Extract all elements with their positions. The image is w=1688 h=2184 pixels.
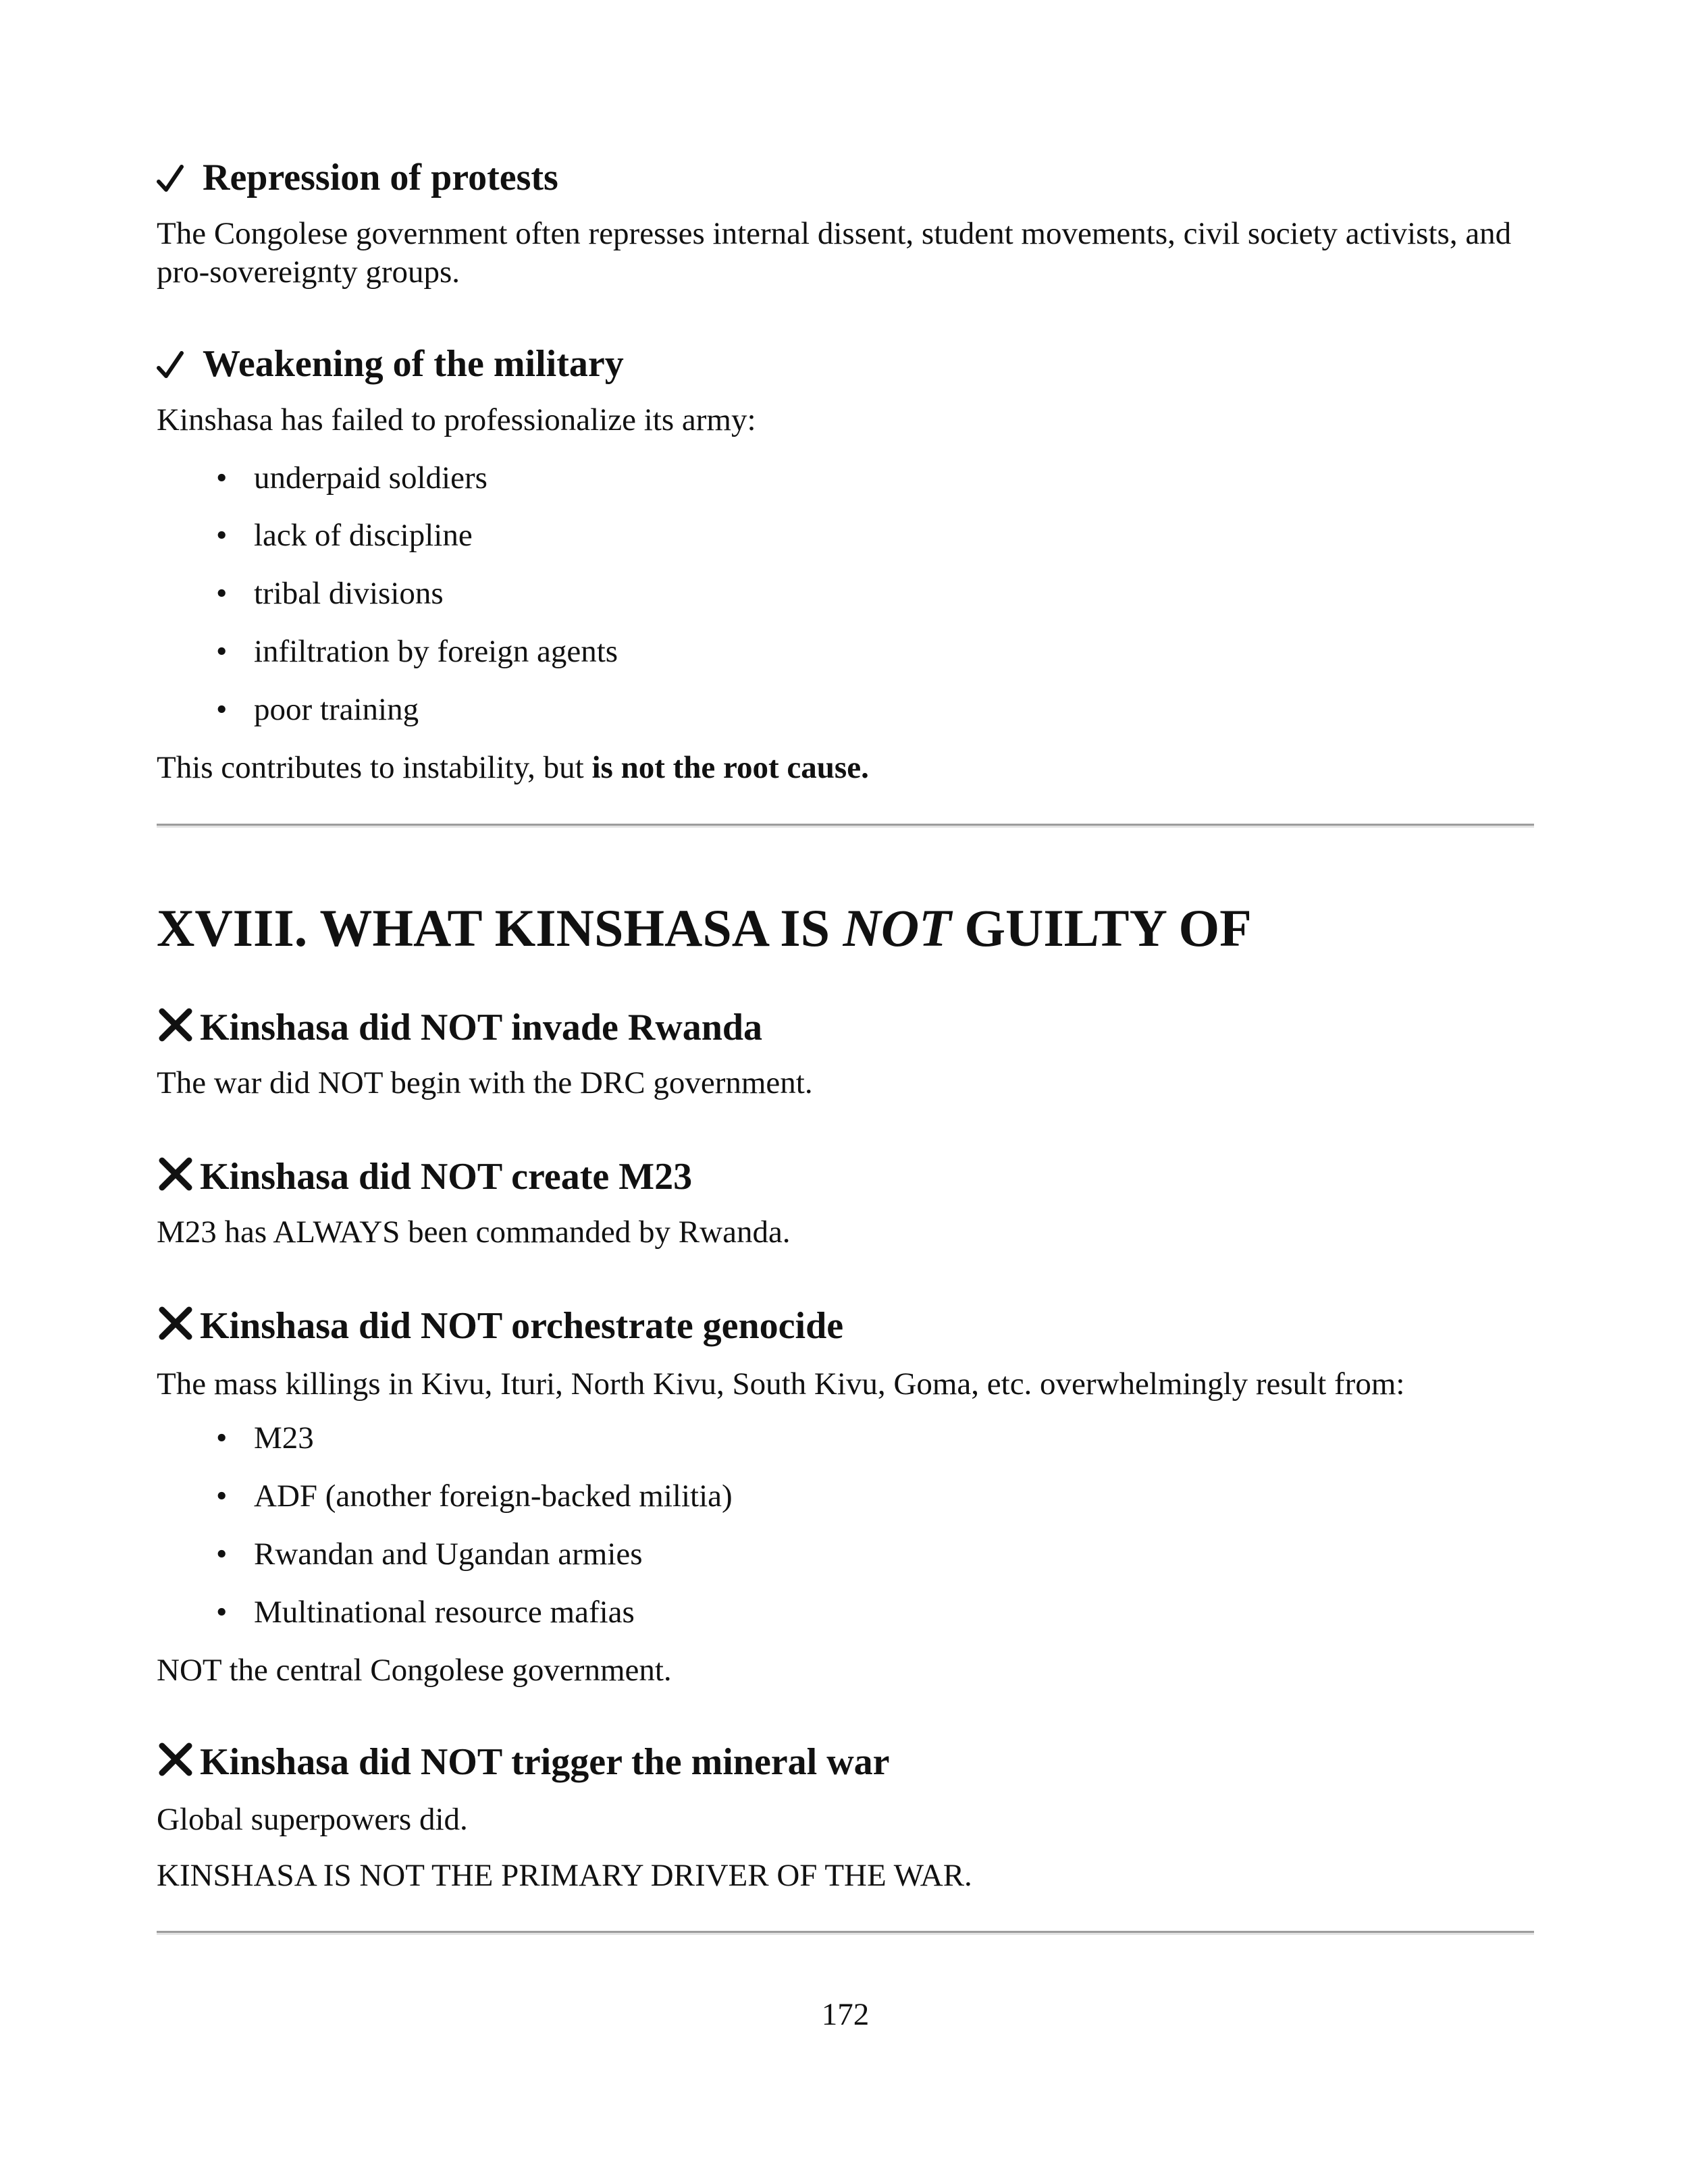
- list-item: • Multinational resource mafias: [216, 1593, 635, 1632]
- section-heading-text: Weakening of the military: [203, 343, 624, 385]
- bullet-icon: •: [216, 1595, 228, 1630]
- list-item: • ADF (another foreign-backed militia): [216, 1477, 733, 1516]
- claim-body-mineral-war: Global superpowers did.: [157, 1802, 468, 1837]
- bullet-icon: •: [216, 576, 228, 611]
- section-body-repression: The Congolese government often represses internal dissent, student movements, civil society activists, and pro-sovereignty groups.: [157, 216, 1512, 290]
- section-intro-military: Kinshasa has failed to professionalize its army:: [157, 402, 756, 437]
- x-mark-icon: [157, 1006, 194, 1044]
- bullet-icon: •: [216, 1420, 228, 1456]
- claim-closing-mineral-war: KINSHASA IS NOT THE PRIMARY DRIVER OF THE WAR.: [157, 1858, 972, 1893]
- check-mark-icon: [157, 350, 184, 380]
- bullet-icon: •: [216, 634, 228, 669]
- list-item: • infiltration by foreign agents: [216, 633, 618, 671]
- horizontal-rule: [157, 824, 1534, 828]
- claim-heading-genocide: Kinshasa did NOT orchestrate genocide: [157, 1304, 843, 1348]
- claim-heading-mineral-war: Kinshasa did NOT trigger the mineral war: [157, 1740, 890, 1784]
- emphasis-text: is not the root cause.: [591, 750, 869, 785]
- list-item: • M23: [216, 1419, 314, 1458]
- x-mark-icon: [157, 1155, 194, 1193]
- claim-body-m23: M23 has ALWAYS been commanded by Rwanda.: [157, 1215, 791, 1250]
- check-mark-icon: [157, 164, 184, 194]
- document-page: [157, 0, 1534, 2184]
- list-item: • lack of discipline: [216, 516, 473, 555]
- horizontal-rule: [157, 1931, 1534, 1935]
- bullet-icon: •: [216, 1537, 228, 1572]
- list-item: • tribal divisions: [216, 575, 444, 613]
- bullet-icon: •: [216, 460, 228, 496]
- bullet-icon: •: [216, 692, 228, 727]
- claim-body-invade: The war did NOT begin with the DRC government.: [157, 1065, 813, 1100]
- bullet-icon: •: [216, 1479, 228, 1514]
- section-heading-repression: [157, 156, 558, 199]
- list-item: • underpaid soldiers: [216, 459, 487, 498]
- section-closing-military: This contributes to instability, but is not the root cause.: [157, 750, 869, 785]
- section-heading-text: Repression of protests: [203, 157, 558, 198]
- claim-closing-genocide: NOT the central Congolese government.: [157, 1653, 672, 1688]
- claim-body-genocide: The mass killings in Kivu, Ituri, North Kivu, South Kivu, Goma, etc. overwhelmingly result from:: [157, 1366, 1405, 1402]
- chapter-title: XVIII. WHAT KINSHASA IS NOT GUILTY OF: [157, 899, 1252, 957]
- section-heading-military: [157, 342, 624, 385]
- list-item: • Rwandan and Ugandan armies: [216, 1535, 643, 1574]
- list-item: • poor training: [216, 691, 419, 729]
- bullet-icon: •: [216, 518, 228, 553]
- page-number: 172: [821, 1997, 870, 2032]
- x-mark-icon: [157, 1304, 194, 1342]
- x-mark-icon: [157, 1740, 194, 1778]
- claim-heading-invade: Kinshasa did NOT invade Rwanda: [157, 1006, 762, 1049]
- claim-heading-m23: Kinshasa did NOT create M23: [157, 1155, 692, 1198]
